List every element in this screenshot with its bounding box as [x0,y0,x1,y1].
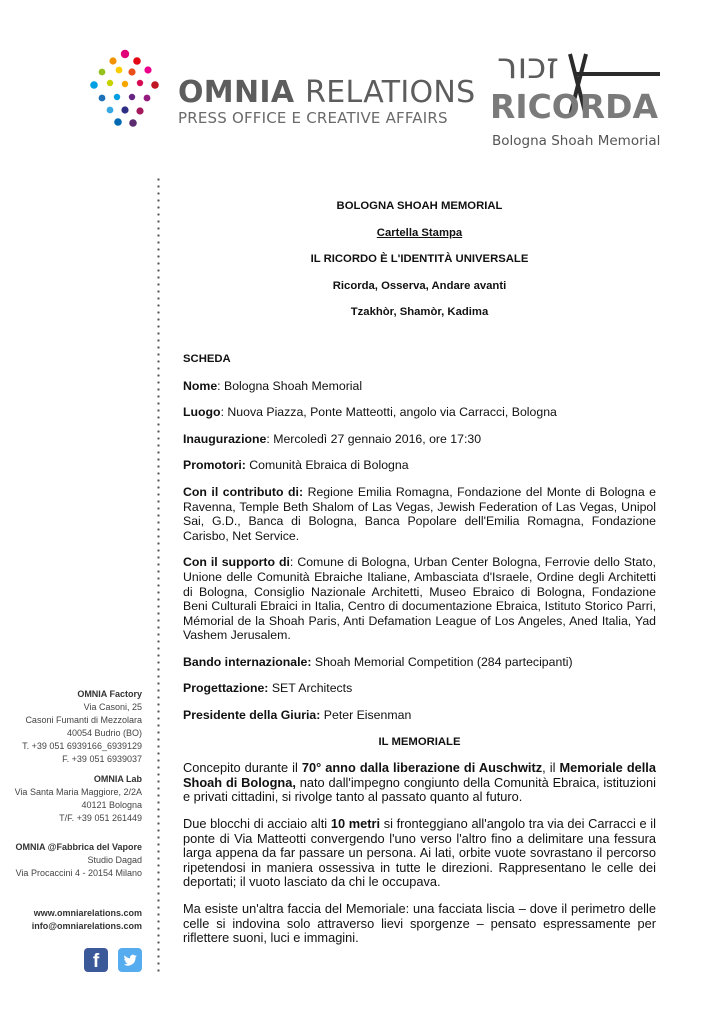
field-label: Bando internazionale: [183,654,312,669]
field-value: Peter Eisenman [323,708,412,723]
field-nome: Nome: Bologna Shoah Memorial [183,378,363,393]
memoriale-heading: IL MEMORIALE [378,735,461,748]
motto-hebrew: Tzakhòr, Shamòr, Kadima [350,306,489,319]
contact-line: F. +39 051 6939037 [62,754,142,764]
contact-line: Via Procaccini 4 - 20154 Milano [15,868,142,878]
field-label: Con il supporto di [183,555,290,570]
twitter-icon[interactable] [118,948,142,972]
document-subtitle: Cartella Stampa [376,226,463,239]
field-label: Presidente della Giuria: [183,708,321,723]
field-value: Regione Emilia Romagna, Fondazione del Monte di Bologna e Ravenna, Temple Beth Shalom of Las Vegas, Jewish Federation of Las Vegas, Unipol Sai, G.D., Banca di Bologna, Banca Popolare dell'Emilia Romagna, Fondazione Carisbo, Net Service. [183,484,657,543]
field-label: Inaugurazione [183,431,267,446]
field-value: SET Architects [271,681,353,696]
field-label: Con il contributo di: [183,484,304,499]
ricorda-wordmark: RICORDA [490,87,659,124]
field-promotori [183,458,656,473]
contact-line: Studio Dagad [87,855,142,865]
contact-line: 40121 Bologna [81,800,142,810]
memoriale-paragraph-2: Due blocchi di acciaio alti 10 metri si fronteggiano all'angolo tra via dei Carracci e il ponte di Via Matteotti convergendo l'uno verso l'altro fino a delimitare una fessura larga appena da far passare un persona. Ai lati, orbite vuote sovrastano il percorso ripetendosi in maniera ossessiva in tutte le direzioni. Rappresentano le celle dei deportati; il vuoto lasciato da chi le occupava. [183,816,656,890]
memoriale-paragraph-3: Ma esiste un'altra faccia del Memoriale: una facciata liscia – dove il perimetro delle celle si indovina solo attraverso lievi sporgenze – pensato espressamente per riflettere suoni, luci e immagini. [183,901,656,946]
contact-line: Via Casoni, 25 [83,702,142,712]
field-bando [183,655,656,670]
field-label: Promotori: [183,458,246,473]
field-luogo: Luogo: Nuova Piazza, Ponte Matteotti, angolo via Carracci, Bologna [183,405,557,420]
contact-lab-title: OMNIA Lab [93,774,142,784]
contact-vapore-title: OMNIA @Fabbrica del Vapore [15,842,142,852]
ricorda-logo [488,44,660,124]
field-label: Luogo [183,405,221,420]
field-value: Shoah Memorial Competition (284 partecipanti) [314,654,573,669]
field-value: Nuova Piazza, Ponte Matteotti, angolo via Carracci, Bologna [227,405,557,420]
field-value: Comune di Bologna, Urban Center Bologna, Ferrovie dello Stato, Unione delle Comunità Ebraiche Italiane, Ambasciata d'Israele, Ordine degli Architetti di Bologna, Consiglio Nazionale Architetti, Museo Ebraico di Bologna, Fondazione Beni Culturali Ebraici in Italia, Centro di documentazione Ebraica, Istituto Storico Parri, Mémorial de la Shoah Paris, Anti Defamation League of Los Angeles, Aned Italia, Yad Vashem Jerusalem. [183,555,656,643]
facebook-icon[interactable]: f [84,948,108,972]
motto-italian: Ricorda, Osserva, Andare avanti [332,279,507,292]
field-value: Comunità Ebraica di Bologna [249,458,409,473]
contact-line: 40054 Budrio (BO) [66,728,142,738]
contact-omnia-lab [15,773,142,825]
dotted-divider [157,176,160,976]
ricorda-subtitle: Bologna Shoah Memorial [492,133,661,149]
document-headline: IL RICORDO È L'IDENTITÀ UNIVERSALE [310,253,529,266]
omnia-relations-logo-text: OMNIA RELATIONS [178,75,476,110]
contact-line: T. +39 051 6939166_6939129 [22,741,142,751]
twitter-bird-icon [118,948,142,972]
contact-line: Via Santa Maria Maggiore, 2/2A [14,787,142,797]
website-link[interactable]: www.omniarelations.com [33,908,142,918]
email-link[interactable]: info@omniarelations.com [31,921,142,931]
document-title: BOLOGNA SHOAH MEMORIAL [336,200,503,212]
contact-web [32,907,142,933]
memoriale-paragraph-1: Concepito durante il 70° anno dalla liberazione di Auschwitz, il Memoriale della Shoah di Bologna, nato dall'impegno congiunto della Comunità Ebraica, istituzioni e privati cittadini, si rivolge tanto al passato quanto al futuro. [183,760,656,805]
contact-line: T/F. +39 051 261449 [59,813,142,823]
omnia-dots-logo-icon [84,48,166,130]
field-value: Bologna Shoah Memorial [224,378,363,393]
field-supporto: Con il supporto di: Comune di Bologna, Urban Center Bologna, Ferrovie dello Stato, Unione delle Comunità Ebraiche Italiane, Ambasciata d'Israele, Ordine degli Architetti di Bologna, Consiglio Nazionale Architetti, Museo Ebraico di Bologna, Fondazione Beni Culturali Ebraici in Italia, Centro di documentazione Ebraica, Istituto Storico Parri, Mémorial de la Shoah Paris, Anti Defamation League of Los Angeles, Aned Italia, Yad Vashem Jerusalem. [183,555,656,643]
field-value: Mercoledì 27 gennaio 2016, ore 17:30 [273,431,482,446]
contact-omnia-vapore [16,841,142,880]
contact-line: Casoni Fumanti di Mezzolara [25,715,142,725]
press-kit-document [183,199,656,946]
field-contributo [183,485,656,543]
contact-factory-title: OMNIA Factory [77,689,142,699]
ricorda-hebrew-text: זכור [497,46,559,87]
field-label: Progettazione: [183,681,269,696]
scheda-heading: SCHEDA [183,352,231,365]
field-inaugurazione: Inaugurazione: Mercoledì 27 gennaio 2016, ore 17:30 [183,431,482,446]
omnia-subtitle: PRESS OFFICE E CREATIVE AFFAIRS [178,109,448,127]
field-progettazione [183,681,656,696]
contact-omnia-factory [22,688,142,766]
field-label: Nome [183,378,218,393]
field-presidente [183,708,656,723]
